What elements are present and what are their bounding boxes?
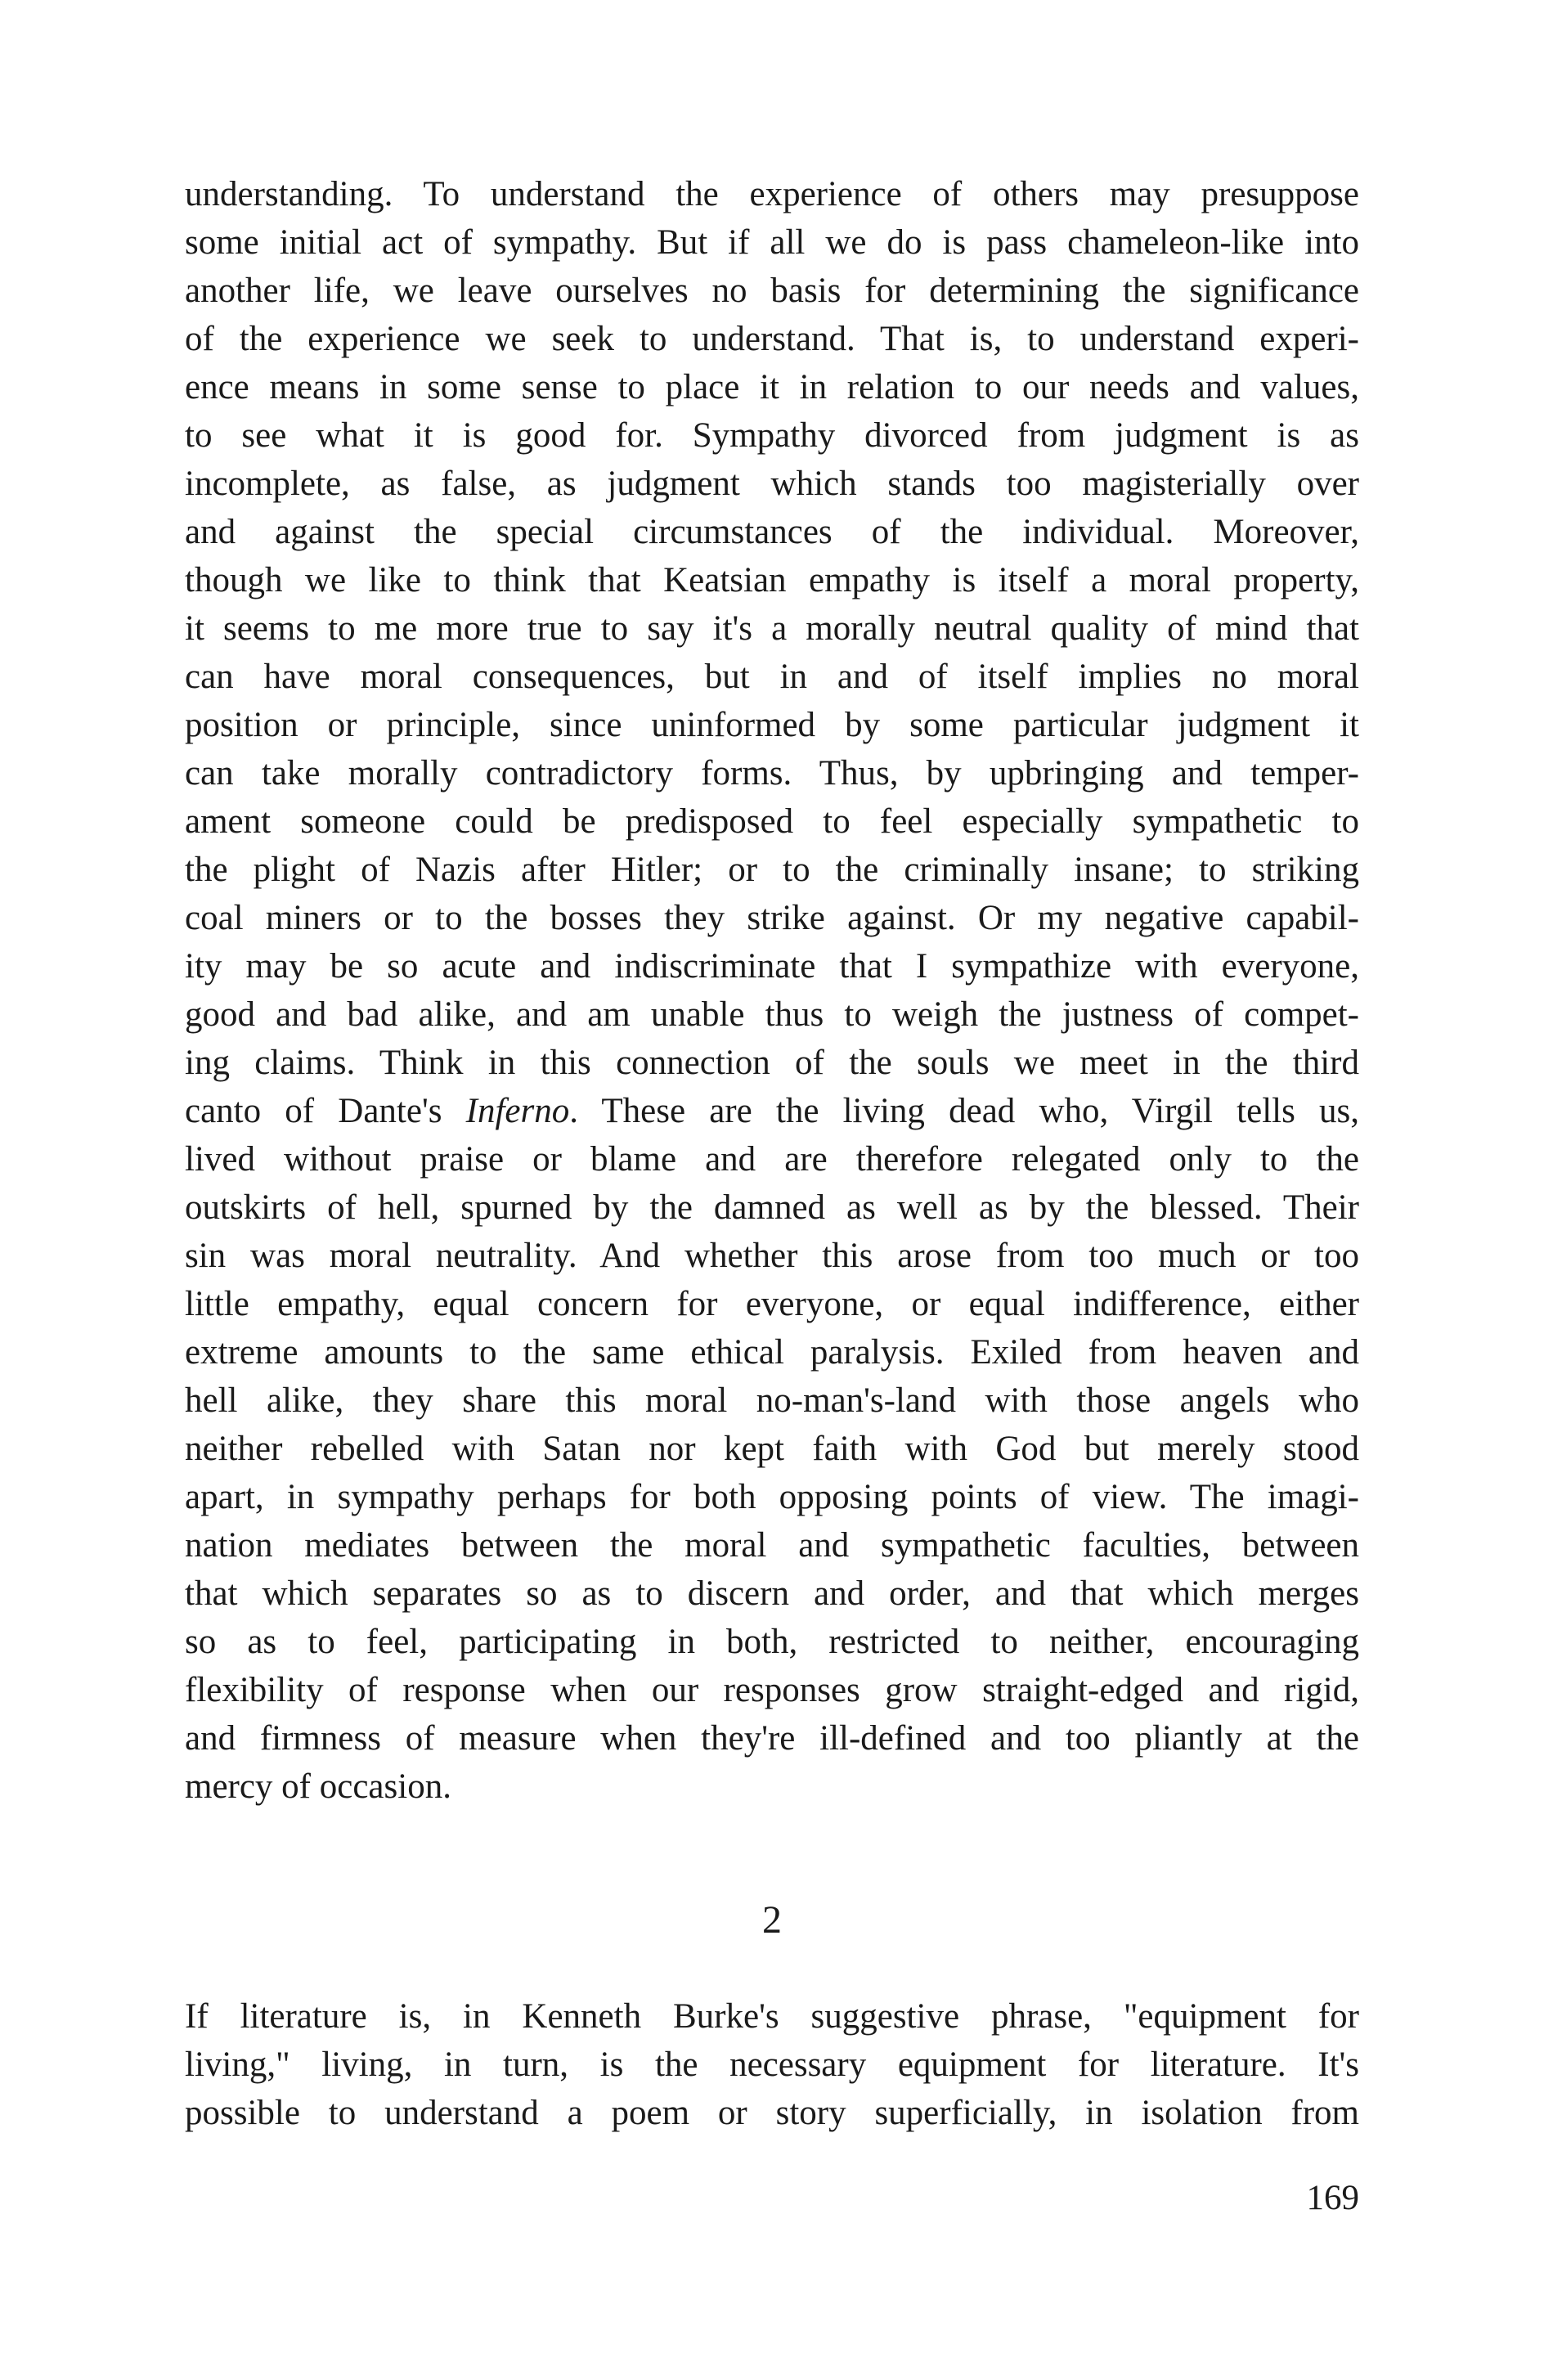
text-line: can have moral consequences, but in and of itself implies no moral: [185, 658, 1359, 696]
text-line: ence means in some sense to place it in relation to our needs and values,: [185, 368, 1359, 406]
text-line: flexibility of response when our responses grow straight-edged and rigid,: [185, 1671, 1359, 1709]
text-line: so as to feel, participating in both, restricted to neither, encouraging: [185, 1623, 1359, 1661]
text-line: outskirts of hell, spurned by the damned as well as by the blessed. Their: [185, 1188, 1359, 1227]
text-line: and against the special circumstances of the individual. Moreover,: [185, 513, 1359, 551]
text-line: and firmness of measure when they're ill-defined and too pliantly at the: [185, 1719, 1359, 1758]
text-line: of the experience we seek to understand. That is, to understand experi-: [185, 320, 1359, 358]
text-line: living," living, in turn, is the necessary equipment for literature. It's: [185, 2045, 1359, 2084]
text-line: nation mediates between the moral and sympathetic faculties, between: [185, 1526, 1359, 1565]
text-line: the plight of Nazis after Hitler; or to the criminally insane; to striking: [185, 851, 1359, 889]
italic-book-title: Inferno: [465, 1092, 570, 1130]
text-line: hell alike, they share this moral no-man's-land with those angels who: [185, 1381, 1359, 1420]
text-line: ament someone could be predisposed to feel especially sympathetic to: [185, 802, 1359, 841]
text-line: good and bad alike, and am unable thus to weigh the justness of compet-: [185, 995, 1359, 1034]
text-line: to see what it is good for. Sympathy divorced from judgment is as: [185, 416, 1359, 455]
text-line: ing claims. Think in this connection of the souls we meet in the third: [185, 1044, 1359, 1082]
body-paragraph-1: [185, 170, 1359, 1811]
text-line: understanding. To understand the experience of others may presuppose: [185, 175, 1359, 213]
section-number: 2: [762, 1898, 782, 1942]
text-line: coal miners or to the bosses they strike against. Or my negative capabil-: [185, 899, 1359, 937]
text-line: possible to understand a poem or story superficially, in isolation from: [185, 2094, 1359, 2132]
text-line: apart, in sympathy perhaps for both opposing points of view. The imagi-: [185, 1478, 1359, 1516]
text-line: extreme amounts to the same ethical paralysis. Exiled from heaven and: [185, 1333, 1359, 1372]
text-line: another life, we leave ourselves no basis for determining the significance: [185, 272, 1359, 310]
text-line: lived without praise or blame and are therefore relegated only to the: [185, 1140, 1359, 1179]
page-number: 169: [1306, 2179, 1359, 2217]
text-line: neither rebelled with Satan nor kept faith with God but merely stood: [185, 1430, 1359, 1468]
text-line: If literature is, in Kenneth Burke's suggestive phrase, "equipment for: [185, 1997, 1359, 2036]
text-line: some initial act of sympathy. But if all we do is pass chameleon-like into: [185, 223, 1359, 262]
text-line: that which separates so as to discern and order, and that which merges: [185, 1574, 1359, 1613]
body-paragraph-2: [185, 1992, 1359, 2137]
text-line: incomplete, as false, as judgment which stands too magisterially over: [185, 465, 1359, 503]
text-line-with-italic-title: [185, 1087, 1359, 1135]
text-fragment: . These are the living dead who, Virgil tells us,: [569, 1092, 1359, 1130]
text-line: mercy of occasion.: [185, 1767, 451, 1806]
text-line: position or principle, since uninformed by some particular judgment it: [185, 706, 1359, 744]
text-line: can take morally contradictory forms. Thus, by upbringing and temper-: [185, 754, 1359, 793]
text-line: ity may be so acute and indiscriminate that I sympathize with everyone,: [185, 947, 1359, 986]
text-line: little empathy, equal concern for everyone, or equal indifference, either: [185, 1285, 1359, 1323]
text-line: though we like to think that Keatsian empathy is itself a moral property,: [185, 561, 1359, 599]
text-fragment: canto of Dante's: [185, 1092, 466, 1130]
text-line: it seems to me more true to say it's a morally neutral quality of mind that: [185, 609, 1359, 648]
text-line: sin was moral neutrality. And whether this arose from too much or too: [185, 1237, 1359, 1275]
